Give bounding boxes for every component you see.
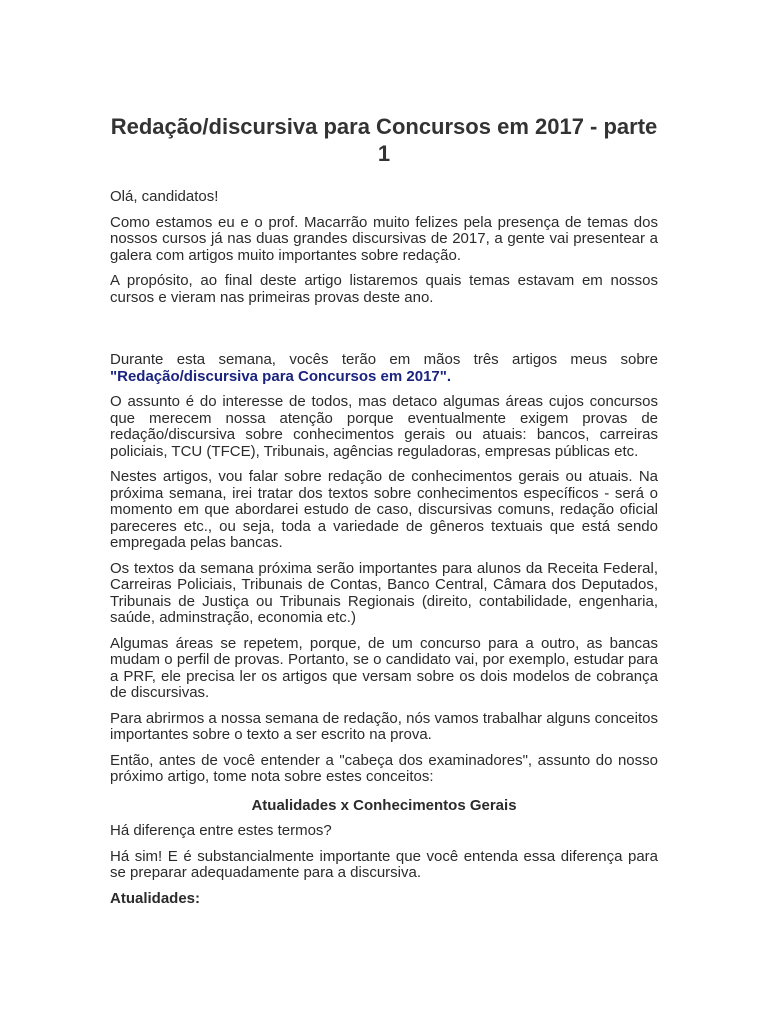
greeting-paragraph: Olá, candidatos! [110,188,219,205]
articles-scope-paragraph: Nestes artigos, vou falar sobre redação de conhecimentos gerais ou atuais. Na próxima semana, irei tratar dos textos sobre conhecimentos específicos - será o momento em que abordarei estudo de caso, discursivas comuns, redação oficial pareceres etc., ou seja, toda a variedade de gêneros textuais que está sendo empregada pelas bancas. [110,468,658,551]
week-articles-text: Durante esta semana, vocês terão em mãos três artigos meus sobre [110,351,658,368]
document-title: Redação/discursiva para Concursos em 2017 - parte 1 [110,114,658,166]
next-week-paragraph: Os textos da semana próxima serão importantes para alunos da Receita Federal, Carreiras Policiais, Tribunais de Contas, Banco Central, Câmara dos Deputados, Tribunais de Justiça ou Tribunais Regionais (direito, contabilidade, engenharia, saúde, adminstração, economia etc.) [110,559,658,626]
concepts-intro-paragraph: Para abrirmos a nossa semana de redação, nós vamos trabalhar alguns conceitos importantes sobre o texto a ser escrito na prova. [110,709,658,743]
section-subtitle: Atualidades x Conhecimentos Gerais [251,796,517,814]
section-heading: Atualidades: [110,889,201,907]
examiners-paragraph: Então, antes de você entender a "cabeça dos examinadores", assunto do nosso próximo artigo, tome nota sobre estes conceitos: [110,751,658,785]
interest-paragraph: O assunto é do interesse de todos, mas detaco algumas áreas cujos concursos que merecem nossa atenção porque eventualmente exigem provas de redação/discursiva sobre conhecimentos gerais ou atuais: bancos, carreiras policiais, TCU (TFCE), Tribunais, agências reguladoras, empresas públicas etc. [110,393,658,460]
series-title-highlight: "Redação/discursiva para Concursos em 2017". [110,367,452,385]
question-paragraph: Há diferença entre estes termos? [110,822,332,839]
areas-paragraph: Algumas áreas se repetem, porque, de um concurso para a outro, as bancas mudam o perfil de provas. Portanto, se o candidato vai, por exemplo, estudar para a PRF, ele precisa ler os artigos que versam sobre os dois modelos de cobrança de discursivas. [110,634,658,701]
intro-paragraph: Como estamos eu e o prof. Macarrão muito felizes pela presença de temas dos nossos cursos já nas duas grandes discursivas de 2017, a gente vai presentear a galera com artigos muito importantes sobre redação. [110,213,658,264]
document-body [110,189,658,916]
answer-paragraph: Há sim! E é substancialmente importante que você entenda essa diferença para se preparar adequadamente para a discursiva. [110,847,658,881]
purpose-paragraph: A propósito, ao final deste artigo listaremos quais temas estavam em nossos cursos e vieram nas primeiras provas deste ano. [110,272,658,306]
week-articles-paragraph [110,352,658,385]
